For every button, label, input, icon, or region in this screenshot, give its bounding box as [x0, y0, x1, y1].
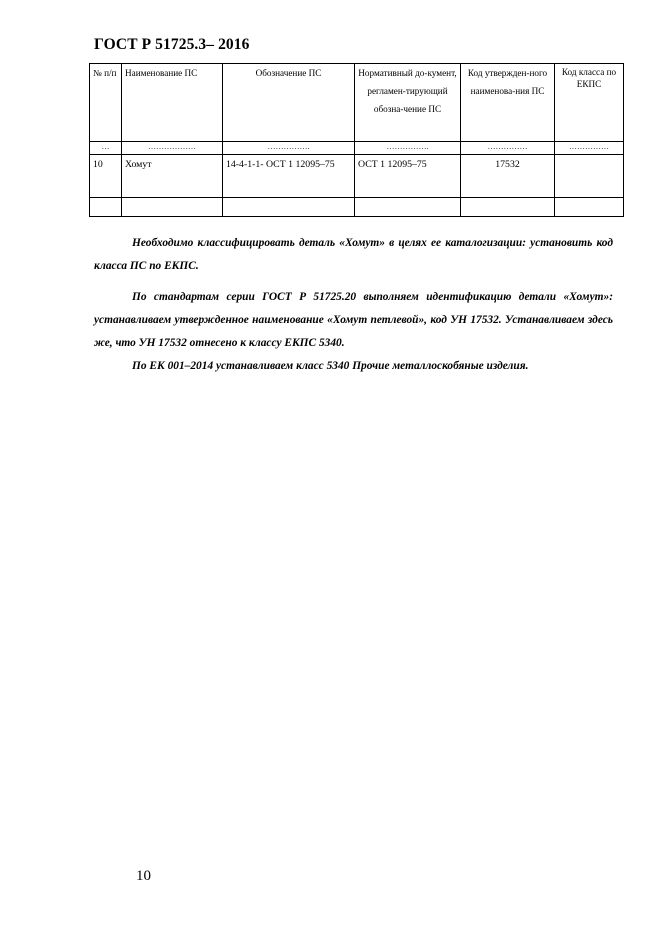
table-cell: …………….: [223, 142, 355, 155]
paragraph-3: По ЕК 001–2014 устанавливаем класс 5340 Прочие металлоскобяные изделия.: [132, 360, 529, 372]
col-header-class-code: Код класса по ЕКПС: [555, 64, 624, 142]
paragraph-1: Необходимо классифицировать деталь «Хомут» в целях ее каталогизации: установить код класса ПС по ЕКПС.: [94, 237, 613, 272]
table-cell: ………………: [122, 142, 223, 155]
page-number: 10: [136, 868, 151, 884]
table-header-row: [90, 64, 624, 142]
cell-approved-code: 17532: [461, 155, 555, 198]
col-header-designation: Обозначение ПС: [223, 64, 355, 142]
paragraph-2: По стандартам серии ГОСТ Р 51725.20 выполняем идентификацию детали «Хомут»: устанавливаем утвержденное наименование «Хомут петлевой», код УН 17532. Устанавливаем здесь же, что УН 17532 отнесено к классу ЕКПС 5340.: [94, 291, 613, 349]
col-header-document: Нормативный до-кумент, регламен-тирующий обозна-чение ПС: [355, 64, 461, 142]
cell-name: Хомут: [122, 155, 223, 198]
document-header: ГОСТ Р 51725.3– 2016: [94, 36, 250, 53]
cell-designation: 14-4-1-1- ОСТ 1 12095–75: [223, 155, 355, 198]
table-cell: …: [90, 142, 122, 155]
table-row-empty: [90, 198, 624, 217]
col-header-num: № п/п: [90, 64, 122, 142]
table-row: [90, 155, 624, 198]
table-cell: …………….: [355, 142, 461, 155]
table-cell: ……………: [555, 142, 624, 155]
cell-class-code: [555, 155, 624, 198]
col-header-name: Наименование ПС: [122, 64, 223, 142]
col-header-approved-code: Код утвержден-ного наименова-ния ПС: [461, 64, 555, 142]
table-row-ellipsis: [90, 142, 624, 155]
table-cell: ……………: [461, 142, 555, 155]
cell-document: ОСТ 1 12095–75: [355, 155, 461, 198]
parts-table: [89, 63, 624, 217]
cell-num: 10: [90, 155, 122, 198]
